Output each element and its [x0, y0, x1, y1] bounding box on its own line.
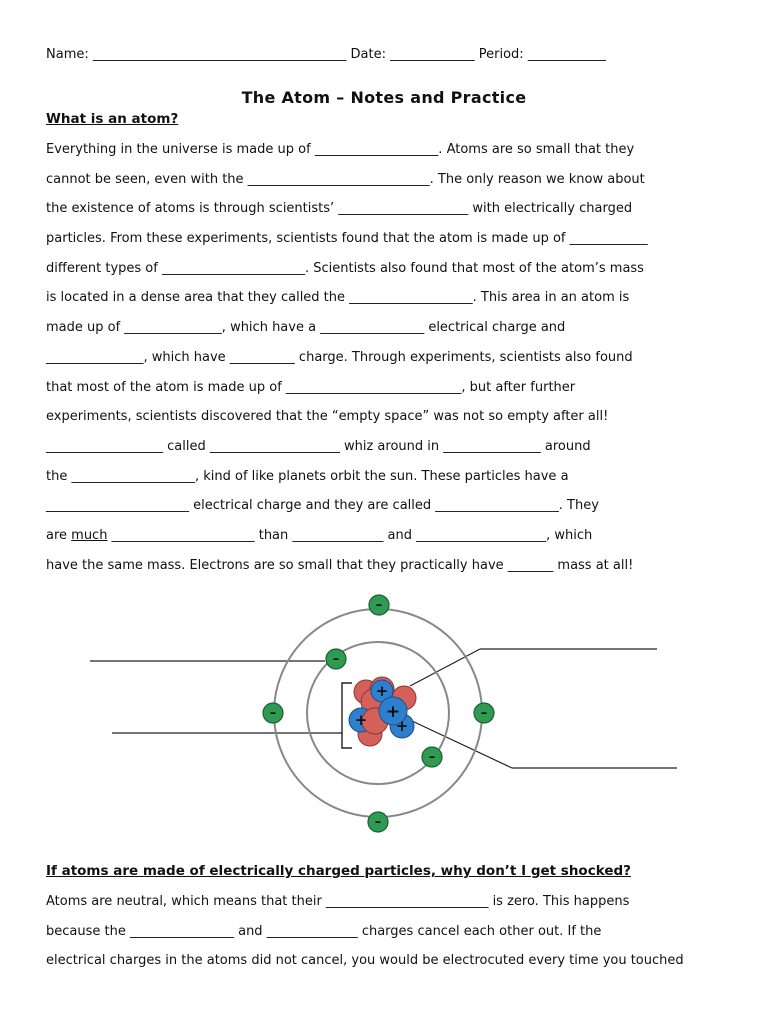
paragraph-line: because the ________________ and ______________ charges cancel each other out. If the — [46, 923, 602, 939]
paragraph-line: that most of the atom is made up of ___________________________, but after further — [46, 379, 576, 395]
paragraph-line: have the same mass. Electrons are so small that they practically have _______ mass at all! — [46, 557, 634, 573]
proton-sign: + — [385, 702, 401, 722]
paragraph-line: Atoms are neutral, which means that their _________________________ is zero. This happens — [46, 894, 630, 909]
section-heading-why-no-shock: If atoms are made of electrically charged particles, why don’t I get shocked? — [46, 863, 631, 879]
electron — [474, 703, 494, 723]
paragraph-line: ______________________ electrical charge and they are called ___________________. They — [46, 498, 599, 514]
paragraph-line: __________________ called ____________________ whiz around in _______________ around — [46, 438, 591, 454]
paragraph-line: is located in a dense area that they called the ___________________. This area in an atom is — [46, 290, 630, 306]
paragraph-line: Everything in the universe is made up of ___________________. Atoms are so small that they — [46, 142, 635, 157]
paragraph-line: experiments, scientists discovered that the “empty space” was not so empty after all! — [46, 409, 609, 425]
name-blank[interactable]: _______________________________________ — [92, 47, 347, 62]
electron-sign: – — [428, 750, 436, 765]
paragraph-line: made up of _______________, which have a ________________ electrical charge and — [46, 320, 566, 336]
electron — [326, 649, 346, 669]
electron — [369, 595, 389, 615]
electron-sign: – — [269, 706, 277, 721]
emphasis-much: much — [71, 527, 108, 543]
name-label: Name: — [46, 47, 89, 62]
student-info-header — [46, 47, 721, 62]
proton-sign: + — [375, 682, 389, 700]
atom-diagram — [80, 588, 700, 843]
paragraph-line: _______________, which have __________ charge. Through experiments, scientists also found — [46, 349, 633, 365]
period-label: Period: — [478, 47, 524, 62]
label-pointer-right-top — [410, 649, 480, 686]
electron — [422, 747, 442, 767]
electron-sign: – — [375, 598, 383, 613]
paragraph-line: electrical charges in the atoms did not cancel, you would be electrocuted every time you touched — [46, 953, 684, 969]
section-heading-what-is-an-atom: What is an atom? — [46, 111, 179, 127]
electron — [263, 703, 283, 723]
date-label: Date: — [350, 47, 386, 62]
paragraph-line: different types of ______________________. Scientists also found that most of the atom’s mass — [46, 260, 644, 276]
line-text: ______________________ than ______________ and ____________________, which — [107, 527, 593, 543]
paragraph-line: cannot be seen, even with the ____________________________. The only reason we know about — [46, 171, 645, 187]
page-title: The Atom – Notes and Practice — [241, 88, 527, 107]
nucleus — [349, 677, 416, 746]
electron-sign: – — [332, 652, 340, 667]
electron-sign: – — [480, 706, 488, 721]
paragraph-line: the existence of atoms is through scientists’ ____________________ with electrically charged — [46, 201, 633, 217]
notes-paragraph — [46, 135, 724, 580]
paragraph-line: particles. From these experiments, scientists found that the atom is made up of ____________ — [46, 231, 648, 247]
paragraph-line — [46, 521, 724, 551]
proton-sign: + — [395, 717, 409, 735]
line-text: are — [46, 527, 72, 543]
date-blank[interactable]: _____________ — [390, 47, 475, 62]
proton-sign: + — [354, 711, 368, 729]
paragraph-line: the ___________________, kind of like planets orbit the sun. These particles have a — [46, 468, 569, 484]
neutral-atoms-paragraph — [46, 887, 724, 976]
electron-sign: – — [374, 815, 382, 830]
period-blank[interactable]: ____________ — [527, 47, 606, 62]
electron — [368, 812, 388, 832]
